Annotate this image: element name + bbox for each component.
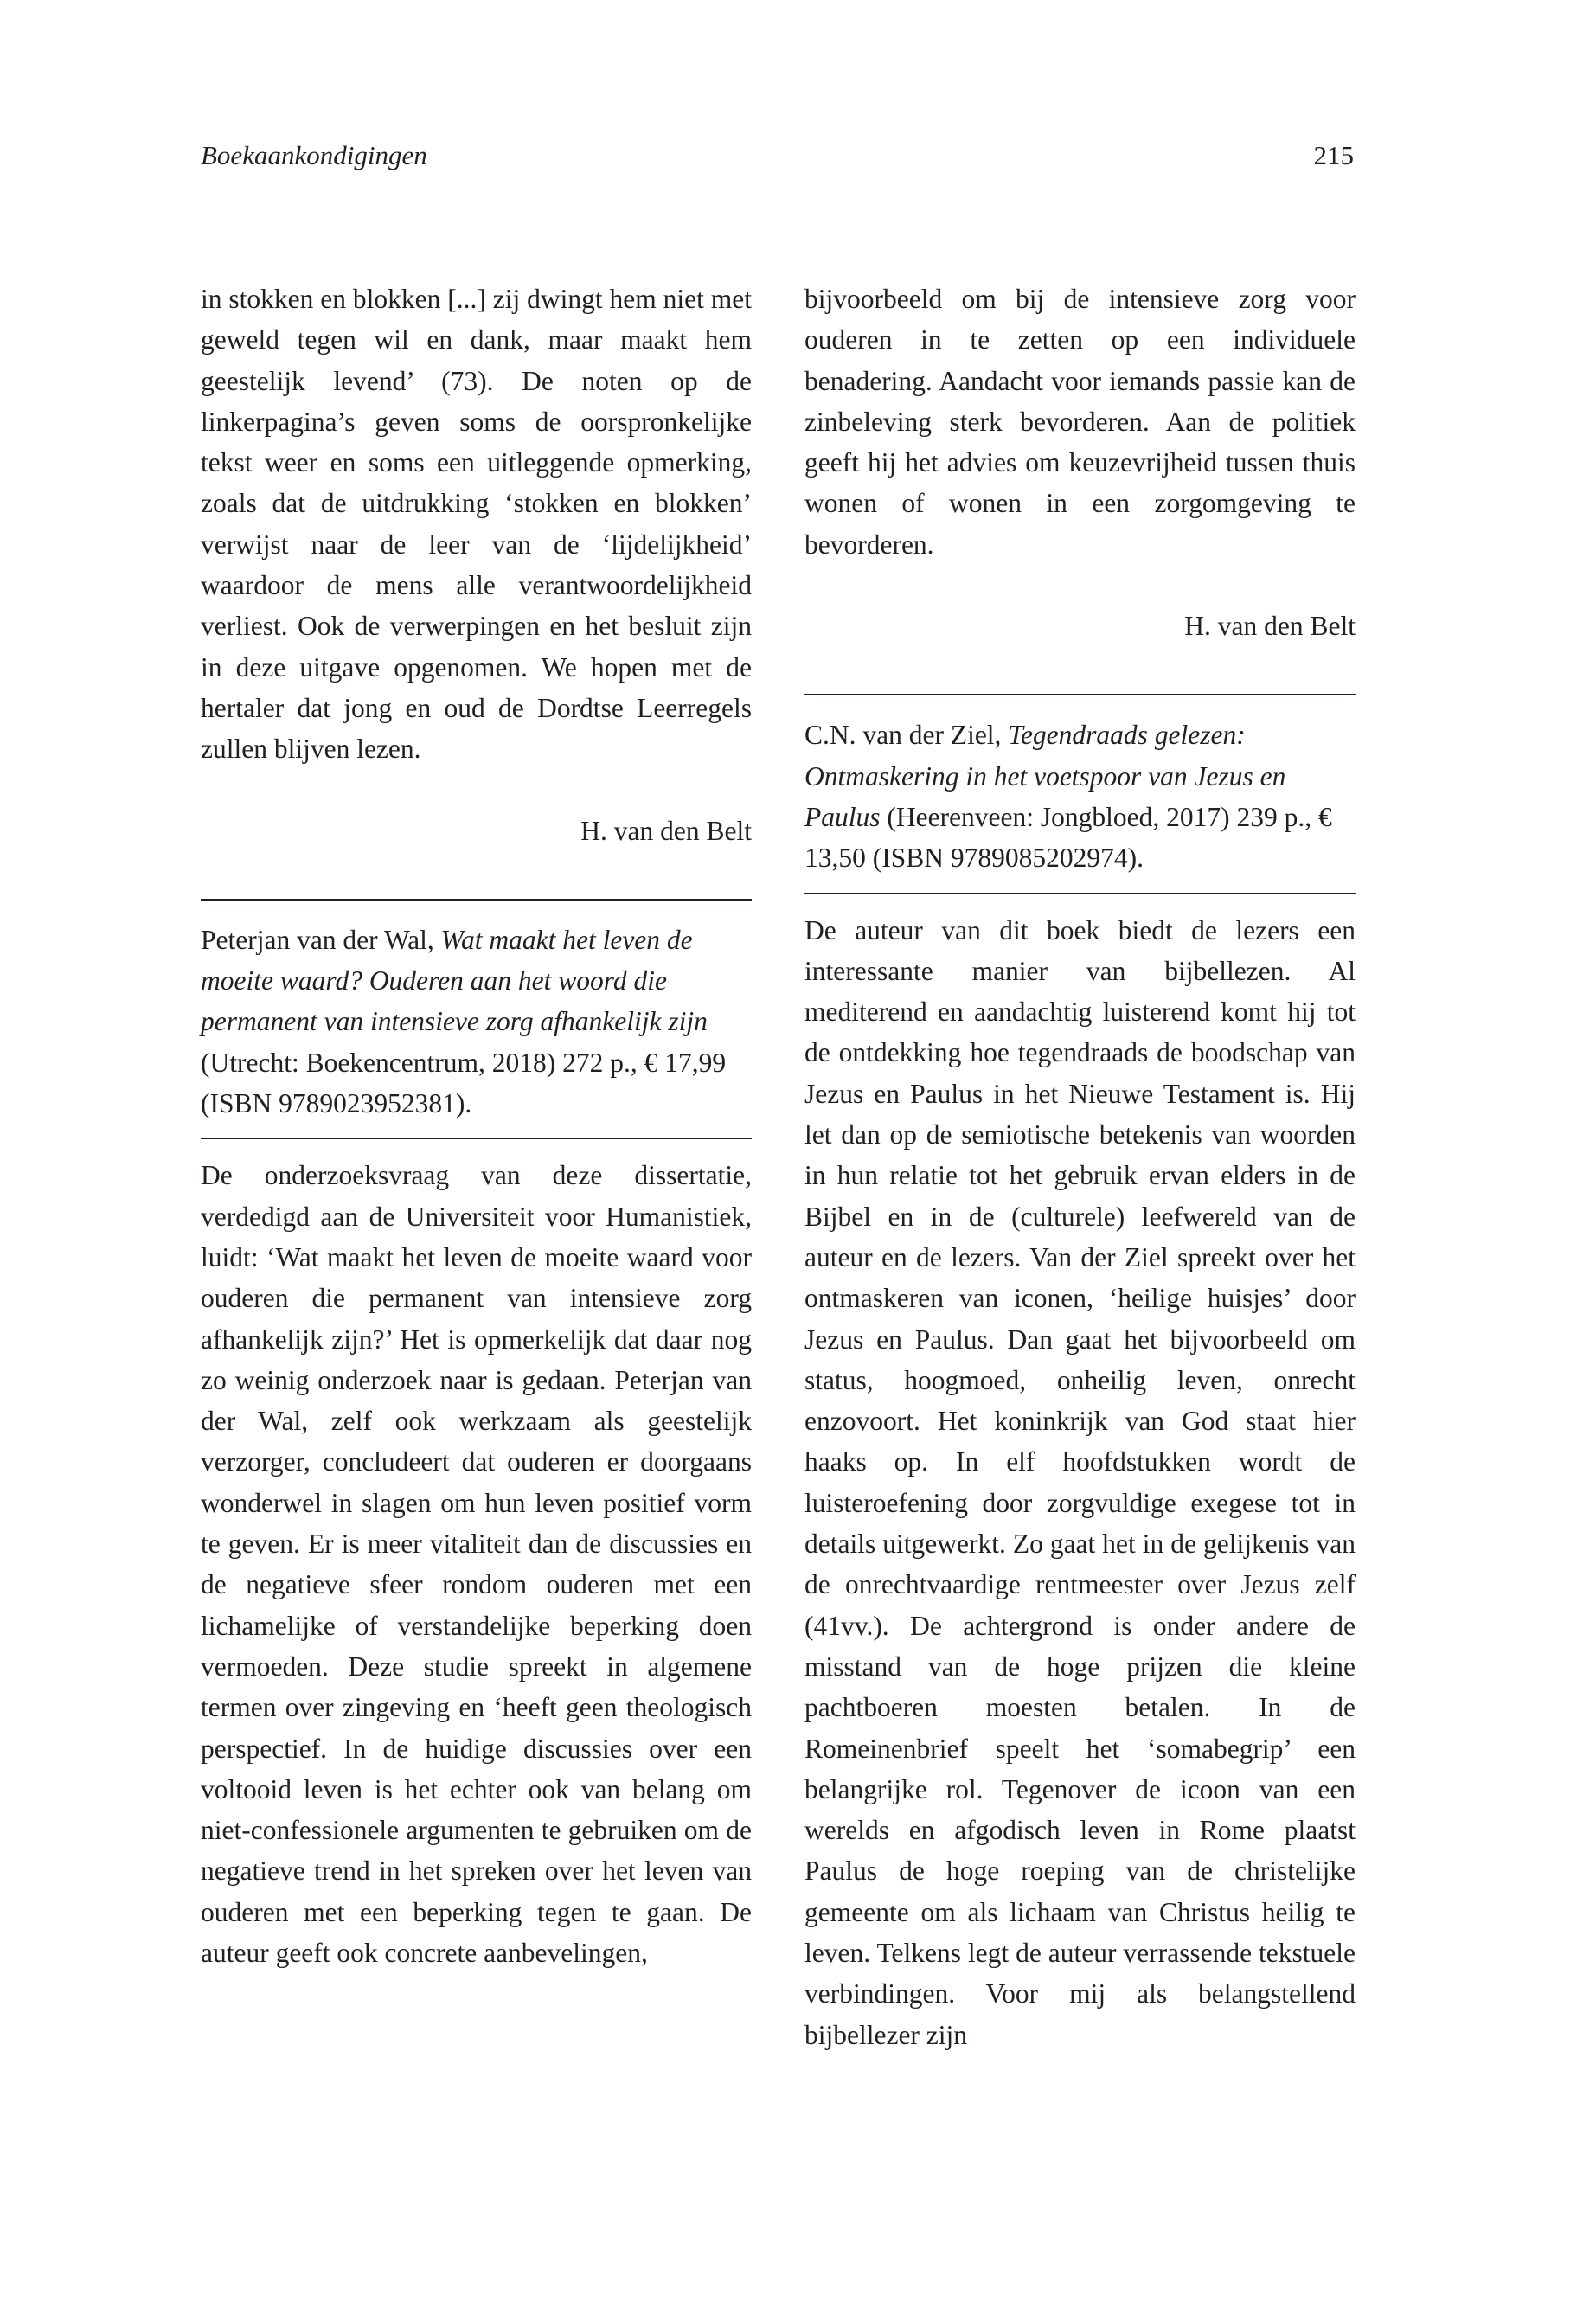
review-body-wal-continued: bijvoorbeeld om bij de intensieve zorg voor ouderen in te zetten op een individuele benadering. Aandacht voor iemands passie kan de zinbeleving sterk bevorderen. Aan de politiek geeft hij het advies om keuzevrijheid tussen thuis wonen of wonen in een zorgomgeving te bevorderen.: [804, 284, 1356, 560]
right-column: [804, 279, 1356, 2055]
citation-publication: (Heerenveen: Jongbloed, 2017) 239 p., € 13,50 (ISBN 9789085202974).: [804, 801, 1332, 874]
book-citation-ziel: [804, 715, 1356, 878]
citation-rule-bottom: [804, 893, 1356, 894]
review-body-wal: De onderzoeksvraag van deze dissertatie, verdedigd aan de Universiteit voor Humanistiek, luidt: ‘Wat maakt het leven de moeite waard voor ouderen die permanent van intensieve zorg afhankelijk zijn?’ Het is opmerkelijk dat daar nog zo weinig onderzoek naar is gedaan. Peterjan van der Wal, zelf ook werkzaam als geestelijk verzorger, concludeert dat ouderen er doorgaans wonderwel in slagen om hun leven positief vorm te geven. Er is meer vitaliteit dan de discussies en de negatieve sfeer rondom ouderen met een lichamelijke of verstandelijke beperking doen vermoeden. Deze studie spreekt in algemene termen over zingeving en ‘heeft geen theologisch perspectief. In de huidige discussies over een voltooid leven is het echter ook van belang om niet-confessionele argumenten te gebruiken om de negatieve trend in het spreken over het leven van ouderen met een beperking tegen te gaan. De auteur geeft ook concrete aanbevelingen,: [201, 1160, 752, 1968]
page-number: 215: [1313, 140, 1354, 170]
citation-rule-top: [201, 899, 752, 901]
citation-rule-top: [804, 694, 1356, 695]
citation-author: C.N. van der Ziel,: [804, 720, 1002, 751]
citation-author: Peterjan van der Wal,: [201, 924, 434, 955]
left-column: [201, 279, 752, 1973]
reviewer-signature: H. van den Belt: [580, 815, 752, 846]
continued-paragraph: in stokken en blokken [...] zij dwingt hem niet met geweld tegen wil en dank, maar maakt hem geestelijk levend’ (73). De noten op de linkerpagina’s geven soms de oorspronkelijke tekst weer en soms een uitleggende opmerking, zoals dat de uitdrukking ‘stokken en blokken’ verwijst naar de leer van de ‘lijdelijkheid’ waardoor de mens alle verantwoordelijkheid verliest. Ook de verwerpingen en het besluit zijn in deze uitgave opgenomen. We hopen met de hertaler dat jong en oud de Dordtse Leerregels zullen blijven lezen.: [201, 284, 752, 765]
running-head: Boekaankondigingen: [201, 140, 427, 170]
book-citation-wal: [201, 920, 752, 1124]
citation-title: Wat maakt het leven de moeite waard? Ouderen aan het woord die permanent van intensieve zorg afhankelijk zijn: [201, 924, 708, 1037]
review-body-ziel: De auteur van dit boek biedt de lezers een interessante manier van bijbellezen. Al mediterend en aandachtig luisterend komt hij tot de ontdekking hoe tegendraads de boodschap van Jezus en Paulus in het Nieuwe Testament is. Hij let dan op de semiotische betekenis van woorden in hun relatie tot het gebruik ervan elders in de Bijbel en in de (culturele) leefwereld van de auteur en de lezers. Van der Ziel spreekt over het ontmaskeren van iconen, ‘heilige huisjes’ door Jezus en Paulus. Dan gaat het bijvoorbeeld om status, hoogmoed, onheilig leven, onrecht enzovoort. Het koninkrijk van God staat hier haaks op. In elf hoofdstukken wordt de luisteroefening door zorgvuldige exegese tot in details uitgewerkt. Zo gaat het in de gelijkenis van de onrechtvaardige rentmeester over Jezus zelf (41vv.). De achtergrond is onder andere de misstand van de hoge prijzen die kleine pachtboeren moesten betalen. In de Romeinenbrief speelt het ‘somabegrip’ een belangrijke rol. Tegenover de icoon van een werelds en afgodisch leven in Rome plaatst Paulus de hoge roeping van de christelijke gemeente om als lichaam van Christus heilig te leven. Telkens legt de auteur verrassende tekstuele verbindingen. Voor mij als belangstellend bijbellezer zijn: [804, 914, 1356, 2050]
citation-title: Tegendraads gelezen: Ontmaskering in het voetspoor van Jezus en Paulus: [804, 720, 1286, 832]
citation-rule-bottom: [201, 1138, 752, 1139]
reviewer-signature: H. van den Belt: [1184, 611, 1356, 642]
citation-publication: (Utrecht: Boekencentrum, 2018) 272 p., € 17,99 (ISBN 9789023952381).: [201, 1047, 727, 1119]
